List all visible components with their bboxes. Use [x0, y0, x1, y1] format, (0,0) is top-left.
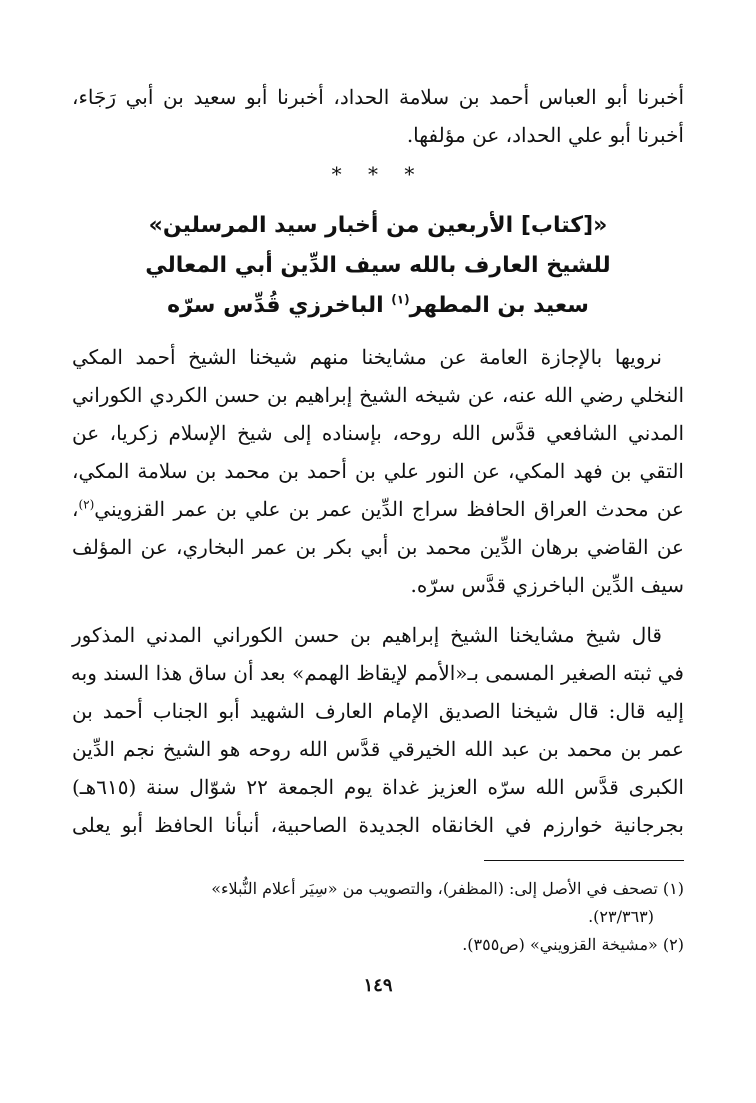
- paragraph-2-line-4: عمر بن محمد بن عبد الله الخيرقي قدَّس الله روحه هو الشيخ نجم الدِّين: [72, 737, 684, 761]
- section-title: [72, 206, 684, 326]
- paragraph-2-line-2: في ثبته الصغير المسمى بـ«الأمم لإيقاظ الهمم» بعد أن ساق هذا السند وبه: [70, 661, 684, 685]
- section-separator: * * *: [331, 162, 425, 186]
- footnotes: [72, 875, 684, 959]
- intro-text: [72, 78, 684, 154]
- footnote-1: [72, 875, 684, 903]
- footnote-divider: [484, 860, 684, 861]
- footnote-2-number: (٢): [662, 935, 684, 954]
- page-number: ١٤٩: [363, 975, 393, 996]
- paragraph-1-line-2: النخلي رضي الله عنه، عن شيخه الشيخ إبراهيم بن حسن الكردي الكوراني: [72, 383, 684, 407]
- footnote-1-continuation: (٢٣/٣٦٣).: [588, 907, 654, 926]
- paragraph-1-line-4: التقي بن فهد المكي، عن النور علي بن أحمد بن محمد بن سلامة المكي،: [72, 459, 684, 483]
- footnote-2-text: «مشيخة القزويني» (ص٣٥٥).: [462, 935, 658, 954]
- footnote-1-number: (١): [662, 879, 684, 898]
- title-line-2: للشيخ العارف بالله سيف الدِّين أبي المعالي: [145, 253, 611, 278]
- paragraph-1-line-3: المدني الشافعي قدَّس الله روحه، بإسناده إلى شيخ الإسلام زكريا، عن: [72, 421, 684, 445]
- paragraph-1-line-6: عن القاضي برهان الدِّين محمد بن أبي بكر بن عمر البخاري، عن المؤلف: [72, 535, 684, 559]
- paragraph-1-line-5-text: عن محدث العراق الحافظ سراج الدِّين عمر بن علي بن عمر القزويني: [94, 497, 684, 521]
- intro-line-1: أخبرنا أبو العباس أحمد بن سلامة الحداد، أخبرنا أبو سعيد بن أبي رَجَاء،: [72, 85, 684, 109]
- paragraph-1-line-1: نرويها بالإجازة العامة عن مشايخنا منهم شيخنا الشيخ أحمد المكي: [72, 345, 662, 369]
- book-page: [72, 78, 684, 999]
- footnote-2: [72, 931, 684, 959]
- footnote-1-text: تصحف في الأصل إلى: (المظفر)، والتصويب من «سِيَر أعلام النُّبلاء»: [211, 879, 658, 898]
- paragraph-2-line-1: قال شيخ مشايخنا الشيخ إبراهيم بن حسن الكوراني المدني المذكور: [72, 623, 662, 647]
- paragraph-1-line-5-comma: ،: [72, 497, 79, 521]
- paragraph-2-line-3: إليه قال: قال شيخنا الصديق الإمام العارف الشهيد أبو الجناب أحمد بن: [72, 699, 684, 723]
- paragraph-1: [72, 338, 684, 604]
- footnote-ref-1: (١): [391, 292, 410, 307]
- paragraph-2-line-5: الكبرى قدَّس الله سرّه العزيز غداة يوم الجمعة ٢٢ شوّال سنة (٦١٥هـ): [72, 775, 684, 799]
- title-line-3: [72, 286, 684, 326]
- paragraph-2-line-6: بجرجانية خوارزم في الخانقاه الجديدة الصاحبية، أنبأنا الحافظ أبو يعلى: [72, 813, 684, 837]
- footnote-ref-2: (٢): [78, 497, 95, 512]
- paragraph-2: [72, 616, 684, 844]
- title-author-rest: الباخرزي قُدِّس سرّه: [167, 293, 392, 318]
- title-author-name: سعيد بن المطهر: [409, 293, 589, 318]
- intro-line-2: أخبرنا أبو علي الحداد، عن مؤلفها.: [406, 123, 684, 147]
- paragraph-1-line-7: سيف الدِّين الباخرزي قدَّس سرّه.: [410, 573, 684, 597]
- title-line-1: «[كتاب] الأربعين من أخبار سيد المرسلين»: [148, 213, 608, 238]
- paragraph-1-line-5: [72, 490, 684, 528]
